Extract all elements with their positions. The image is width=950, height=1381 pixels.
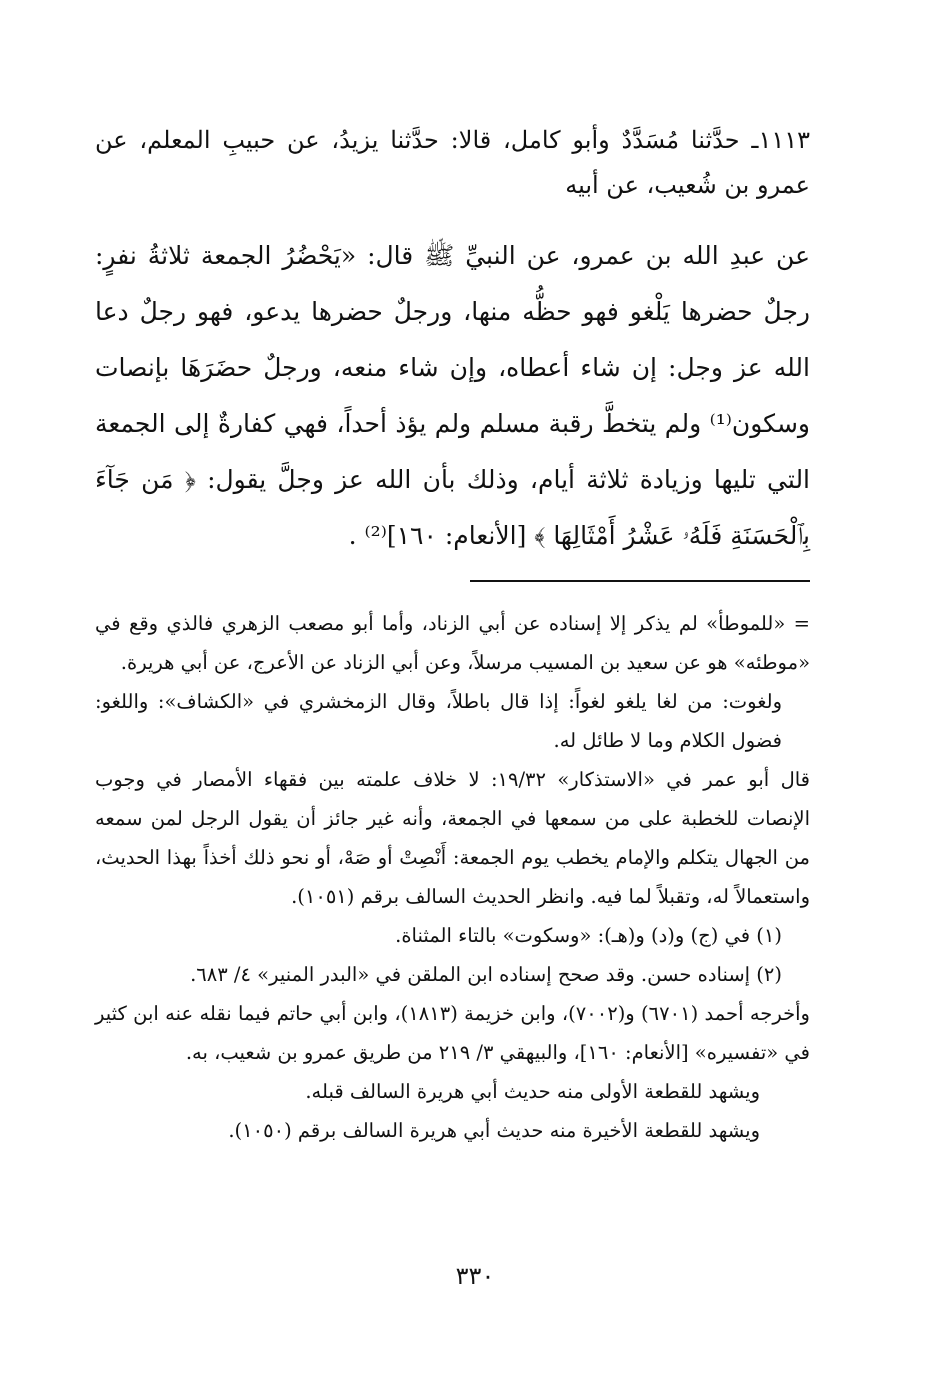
footnote-lexical: ولغوت: من لغا يلغو لغواً: إذا قال باطلاً، وقال الزمخشري في «الكشاف»: واللغو: فضول الكلام وما لا طائل له.	[95, 690, 782, 752]
footnote-divider	[470, 580, 810, 582]
page-number: ٣٣٠	[455, 1262, 495, 1290]
footnote-shahid-2: ويشهد للقطعة الأخيرة منه حديث أبي هريرة السالف برقم (١٠٥٠).	[228, 1119, 760, 1142]
footnote-shahid-1: ويشهد للقطعة الأولى منه حديث أبي هريرة السالف قبله.	[305, 1080, 760, 1103]
footnote-takhrij: وأخرجه أحمد (٦٧٠١) و(٧٠٠٢)، وابن خزيمة (١٨١٣)، وابن أبي حاتم فيما نقله عنه ابن كثير في «تفسيره» [الأنعام: ١٦٠]، والبيهقي ٣/ ٢١٩ من طريق عمرو بن شعيب، به.	[95, 1002, 810, 1064]
footnote-continuation: = «للموطأ» لم يذكر إلا إسناده عن أبي الزناد، وأما أبو مصعب الزهري فالذي وقع في «موطئه» هو عن سعيد بن المسيب مرسلاً، وعن أبي الزناد عن الأعرج، عن أبي هريرة.	[95, 612, 810, 674]
footnote-istidhkar: قال أبو عمر في «الاستذكار» ١٩/٣٢: لا خلاف علمته بين فقهاء الأمصار في وجوب الإنصات للخطبة على من سمعها في الجمعة، وأنه غير جائز أن يقول الرجل لمن سمعه من الجهال يتكلم والإمام يخطب يوم الجمعة: أَنْصِتْ أو صَهْ، أو نحو ذلك أخذاً بهذا الحديث، واستعمالاً له، وتقبلاً لما فيه. وانظر الحديث السالف برقم (١٠٥١).	[95, 768, 810, 908]
hadith-matn	[95, 228, 810, 564]
hadith-isnad: ١١١٣ـ حدَّثنا مُسَدَّدٌ وأبو كامل، قالا: حدَّثنا يزيدُ، عن حبيبِ المعلم، عن عمرو بن شُعيب، عن أبيه	[95, 126, 810, 199]
footnote-1: (١) في (ج) و(د) و(هـ): «وسكوت» بالتاء المثناة.	[395, 924, 782, 947]
footnote-2: (٢) إسناده حسن. وقد صحح إسناده ابن الملقن في «البدر المنير» ٤/ ٦٨٣.	[190, 963, 782, 986]
quran-verse: ﴿ مَن جَآءَ بِٱلْحَسَنَةِ فَلَهُۥ عَشْرُ أَمْثَالِهَا ﴾	[95, 465, 810, 550]
quran-reference: [الأنعام: ١٦٠]⁽²⁾ .	[348, 521, 527, 550]
footnotes	[95, 604, 810, 1150]
book-page	[95, 118, 810, 1381]
hadith-matn-text: عن عبدِ الله بن عمرو، عن النبيِّ ﷺ قال: «يَحْضُرُ الجمعة ثلاثةُ نفرٍ: رجلٌ حضرها يَلْغو فهو حظُّه منها، ورجلٌ حضرها يدعو، فهو رجلٌ دعا الله عز وجل: إن شاء أعطاه، وإن شاء منعه، ورجلٌ حضَرَهَا بإنصات وسكون⁽¹⁾ ولم يتخطَّ رقبة مسلم ولم يؤذ أحداً، فهي كفارةٌ إلى الجمعة التي تليها وزيادة ثلاثة أيام، وذلك بأن الله عز وجلَّ يقول:	[95, 241, 811, 494]
